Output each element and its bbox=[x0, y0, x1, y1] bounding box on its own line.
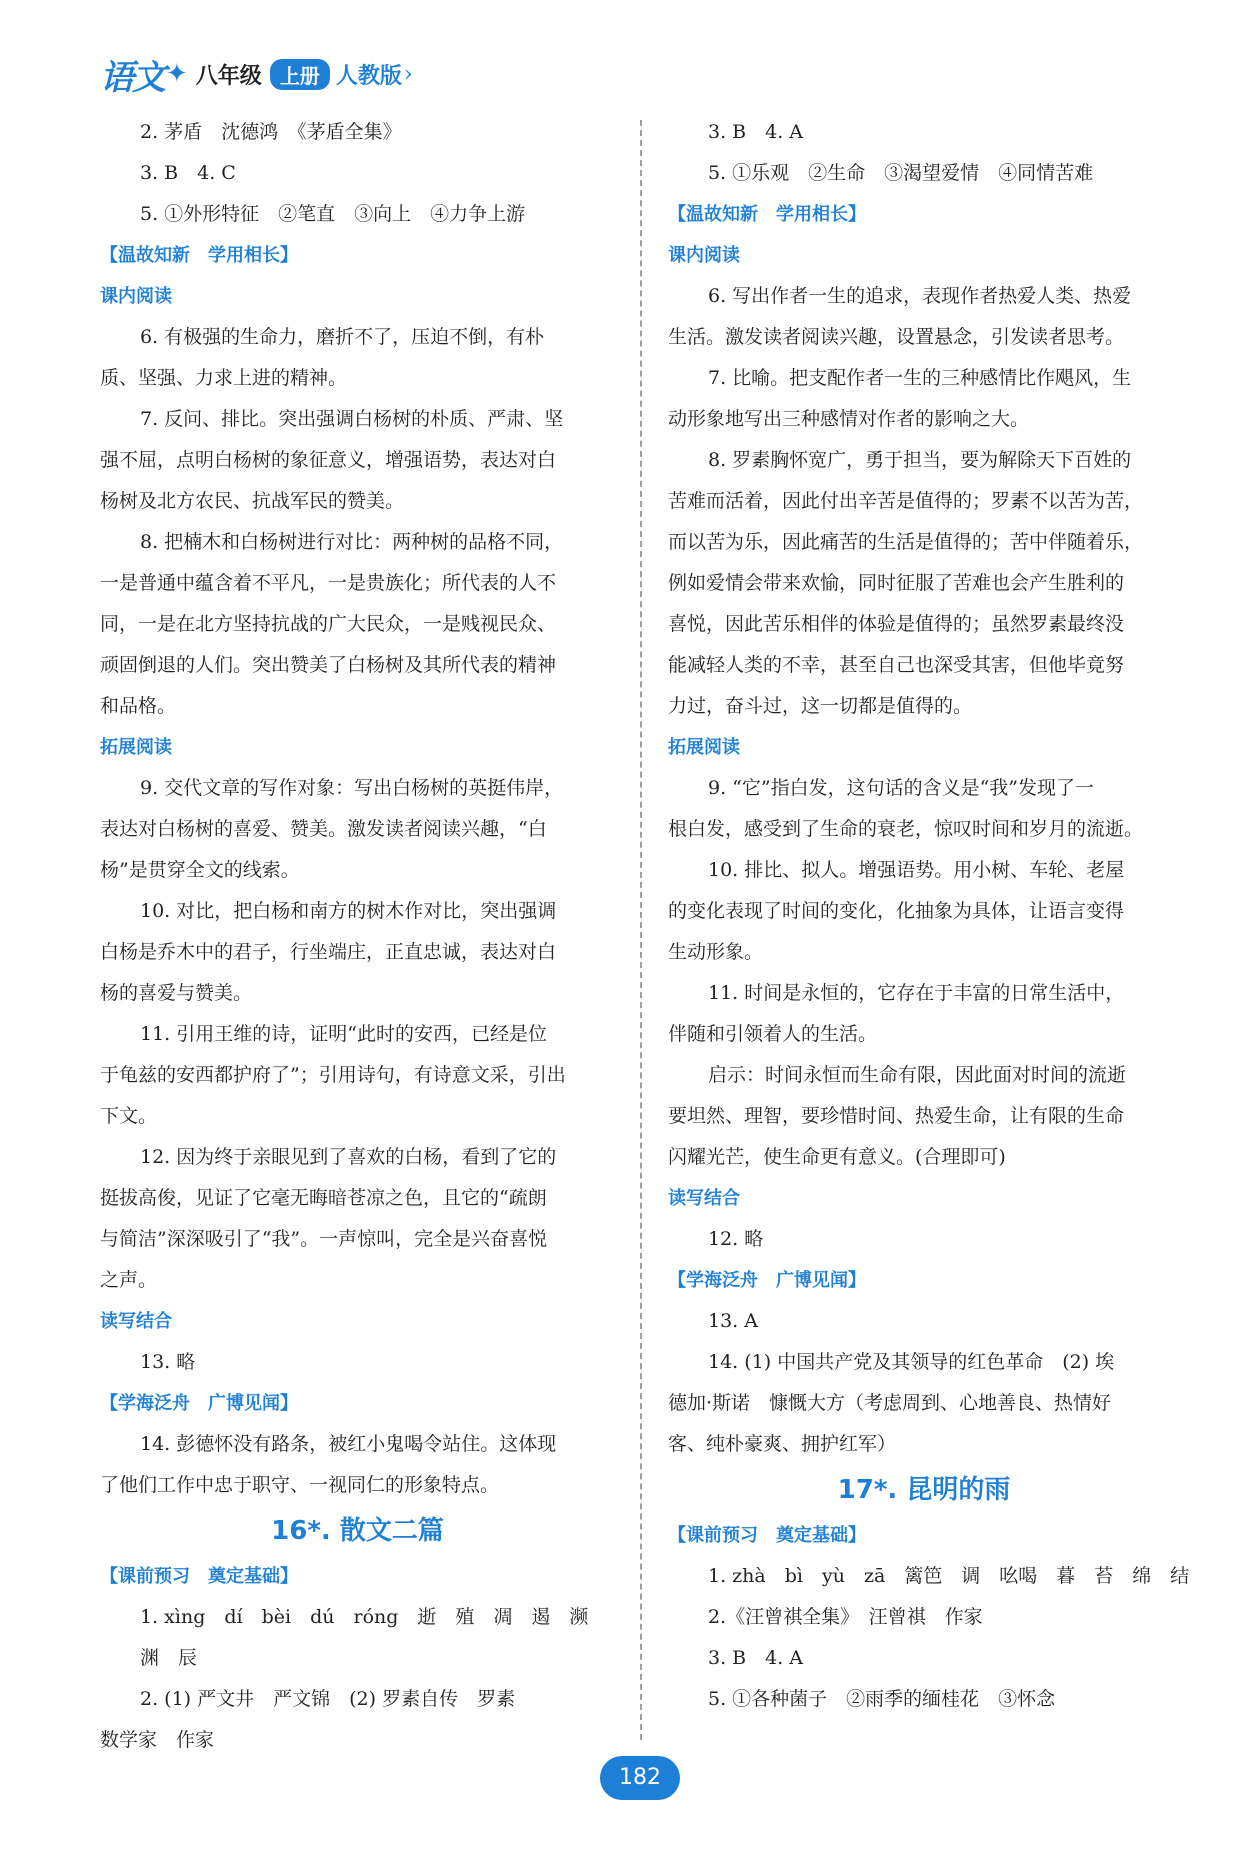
chevron-right-icon: › bbox=[403, 61, 413, 87]
answer-line: 数学家 作家 bbox=[100, 1729, 215, 1751]
answer-line: 杨树及北方农民、抗战军民的赞美。 bbox=[100, 490, 405, 512]
answer-line: 13. 略 bbox=[140, 1351, 196, 1373]
answer-line: 2.《汪曾祺全集》 汪曾祺 作家 bbox=[708, 1606, 983, 1628]
answer-line: 14. (1) 中国共产党及其领导的红色革命 (2) 埃 bbox=[708, 1351, 1115, 1373]
answer-line: 12. 因为终于亲眼见到了喜欢的白杨，看到了它的 bbox=[140, 1146, 557, 1168]
answer-line: 和品格。 bbox=[100, 695, 177, 717]
answer-line: 杨的喜爱与赞美。 bbox=[100, 982, 253, 1004]
answer-line: 与简洁”深深吸引了“我”。一声惊叫，完全是兴奋喜悦 bbox=[100, 1228, 548, 1250]
subsection-heading: 拓展阅读 bbox=[668, 737, 740, 758]
answer-line: 5. ①各种菌子 ②雨季的缅桂花 ③怀念 bbox=[708, 1688, 1056, 1710]
answer-line: 杨”是贯穿全文的线索。 bbox=[100, 859, 300, 881]
grade-label: 八年级 bbox=[195, 63, 262, 89]
lesson-title: 17*. 昆明的雨 bbox=[837, 1475, 1011, 1505]
answer-line: 6. 有极强的生命力，磨折不了，压迫不倒，有朴 bbox=[140, 326, 545, 348]
subsection-heading: 读写结合 bbox=[100, 1311, 172, 1332]
answer-line: 7. 反问、排比。突出强调白杨树的朴质、严肃、坚 bbox=[140, 408, 564, 430]
answer-line: 3. B 4. C bbox=[140, 162, 236, 184]
answer-line: 11. 引用王维的诗，证明“此时的安西，已经是位 bbox=[140, 1023, 547, 1045]
answer-line: 1. zhà bì yù zā 篱笆 调 吆喝 暮 苔 绵 结 bbox=[708, 1565, 1190, 1587]
subsection-heading: 拓展阅读 bbox=[100, 737, 172, 758]
answer-line: 喜悦，因此苦乐相伴的体验是值得的；虽然罗素最终没 bbox=[668, 613, 1125, 635]
section-heading: 【课前预习 奠定基础】 bbox=[668, 1525, 866, 1546]
answer-line: 的变化表现了时间的变化，化抽象为具体，让语言变得 bbox=[668, 900, 1125, 922]
answer-line: 14. 彭德怀没有路条，被红小鬼喝令站住。这体现 bbox=[140, 1433, 557, 1455]
edition-label: 人教版 bbox=[335, 63, 402, 89]
answer-line: 动形象地写出三种感情对作者的影响之大。 bbox=[668, 408, 1030, 430]
answer-line: 13. A bbox=[708, 1310, 758, 1332]
page-header bbox=[100, 52, 413, 96]
answer-line: 启示：时间永恒而生命有限，因此面对时间的流逝 bbox=[708, 1064, 1127, 1086]
answer-line: 根白发，感受到了生命的衰老，惊叹时间和岁月的流逝。 bbox=[668, 818, 1144, 840]
answer-line: 顽固倒退的人们。突出赞美了白杨树及其所代表的精神 bbox=[100, 654, 557, 676]
section-heading: 【学海泛舟 广博见闻】 bbox=[100, 1393, 298, 1414]
answer-line: 德加·斯诺 慷慨大方（考虑周到、心地善良、热情好 bbox=[668, 1392, 1112, 1414]
answer-line: 8. 罗素胸怀宽广，勇于担当，要为解除天下百姓的 bbox=[708, 449, 1132, 471]
answer-line: 3. B 4. A bbox=[708, 1647, 804, 1669]
answer-line: 白杨是乔木中的君子，行坐端庄，正直忠诚，表达对白 bbox=[100, 941, 557, 963]
answer-line: 下文。 bbox=[100, 1105, 158, 1127]
answer-line: 10. 排比、拟人。增强语势。用小树、车轮、老屋 bbox=[708, 859, 1125, 881]
answer-line: 力过，奋斗过，这一切都是值得的。 bbox=[668, 695, 973, 717]
right-column bbox=[668, 112, 1190, 1720]
section-heading: 【温故知新 学用相长】 bbox=[100, 245, 298, 266]
volume-badge: 上册 bbox=[270, 59, 330, 90]
answer-line: 质、坚强、力求上进的精神。 bbox=[100, 367, 348, 389]
left-column bbox=[100, 112, 615, 1761]
subsection-heading: 课内阅读 bbox=[668, 245, 740, 266]
answer-line: 挺拔高俊，见证了它毫无晦暗苍凉之色，且它的“疏朗 bbox=[100, 1187, 547, 1209]
logo-mark-icon: ✦ bbox=[166, 59, 188, 89]
answer-line: 5. ①乐观 ②生命 ③渴望爱情 ④同情苦难 bbox=[708, 162, 1094, 184]
answer-line: 要坦然、理智，要珍惜时间、热爱生命，让有限的生命 bbox=[668, 1105, 1125, 1127]
answer-line: 客、纯朴豪爽、拥护红军） bbox=[668, 1433, 897, 1455]
answer-line: 生动形象。 bbox=[668, 941, 764, 963]
answer-line: 3. B 4. A bbox=[708, 121, 804, 143]
column-divider bbox=[640, 120, 642, 1740]
answer-line: 强不屈，点明白杨树的象征意义，增强语势，表达对白 bbox=[100, 449, 557, 471]
page-number: 182 bbox=[600, 1756, 680, 1800]
answer-line: 生活。激发读者阅读兴趣，设置悬念，引发读者思考。 bbox=[668, 326, 1125, 348]
answer-line: 之声。 bbox=[100, 1269, 158, 1291]
answer-line: 于龟兹的安西都护府了”；引用诗句，有诗意文采，引出 bbox=[100, 1064, 566, 1086]
answer-line: 例如爱情会带来欢愉，同时征服了苦难也会产生胜利的 bbox=[668, 572, 1125, 594]
answer-line: 表达对白杨树的喜爱、赞美。激发读者阅读兴趣，“白 bbox=[100, 818, 547, 840]
answer-line: 伴随和引领着人的生活。 bbox=[668, 1023, 878, 1045]
answer-line: 10. 对比，把白杨和南方的树木作对比，突出强调 bbox=[140, 900, 557, 922]
section-heading: 【温故知新 学用相长】 bbox=[668, 204, 866, 225]
answer-line: 苦难而活着，因此付出辛苦是值得的；罗素不以苦为苦， bbox=[668, 490, 1144, 512]
answer-line: 一是普通中蕴含着不平凡，一是贵族化；所代表的人不 bbox=[100, 572, 557, 594]
lesson-title: 16*. 散文二篇 bbox=[271, 1516, 444, 1546]
subsection-heading: 课内阅读 bbox=[100, 286, 172, 307]
section-heading: 【课前预习 奠定基础】 bbox=[100, 1566, 298, 1587]
answer-line: 9. “它”指白发，这句话的含义是“我”发现了一 bbox=[708, 777, 1095, 799]
answer-line: 6. 写出作者一生的追求，表现作者热爱人类、热爱 bbox=[708, 285, 1132, 307]
answer-line: 2. 茅盾 沈德鸿 《茅盾全集》 bbox=[140, 121, 402, 143]
answer-line: 闪耀光芒，使生命更有意义。(合理即可) bbox=[668, 1146, 1006, 1168]
subsection-heading: 读写结合 bbox=[668, 1188, 740, 1209]
answer-line: 8. 把楠木和白杨树进行对比：两种树的品格不同， bbox=[140, 531, 564, 553]
answer-line: 12. 略 bbox=[708, 1228, 764, 1250]
answer-line: 渊 辰 bbox=[140, 1647, 198, 1669]
answer-line: 7. 比喻。把支配作者一生的三种感情比作飓风，生 bbox=[708, 367, 1132, 389]
subject-logo: 语文 bbox=[100, 57, 164, 98]
section-heading: 【学海泛舟 广博见闻】 bbox=[668, 1270, 866, 1291]
answer-line: 2. (1) 严文井 严文锦 (2) 罗素自传 罗素 bbox=[140, 1688, 516, 1710]
answer-line: 1. xìng dí bèi dú róng 逝 殖 凋 遏 濒 bbox=[140, 1606, 589, 1628]
answer-line: 11. 时间是永恒的，它存在于丰富的日常生活中， bbox=[708, 982, 1125, 1004]
answer-line: 同，一是在北方坚持抗战的广大民众，一是贱视民众、 bbox=[100, 613, 557, 635]
answer-line: 而以苦为乐，因此痛苦的生活是值得的；苦中伴随着乐， bbox=[668, 531, 1144, 553]
answer-line: 能减轻人类的不幸，甚至自己也深受其害，但他毕竟努 bbox=[668, 654, 1125, 676]
answer-line: 5. ①外形特征 ②笔直 ③向上 ④力争上游 bbox=[140, 203, 526, 225]
answer-line: 了他们工作中忠于职守、一视同仁的形象特点。 bbox=[100, 1474, 500, 1496]
answer-line: 9. 交代文章的写作对象：写出白杨树的英挺伟岸， bbox=[140, 777, 564, 799]
